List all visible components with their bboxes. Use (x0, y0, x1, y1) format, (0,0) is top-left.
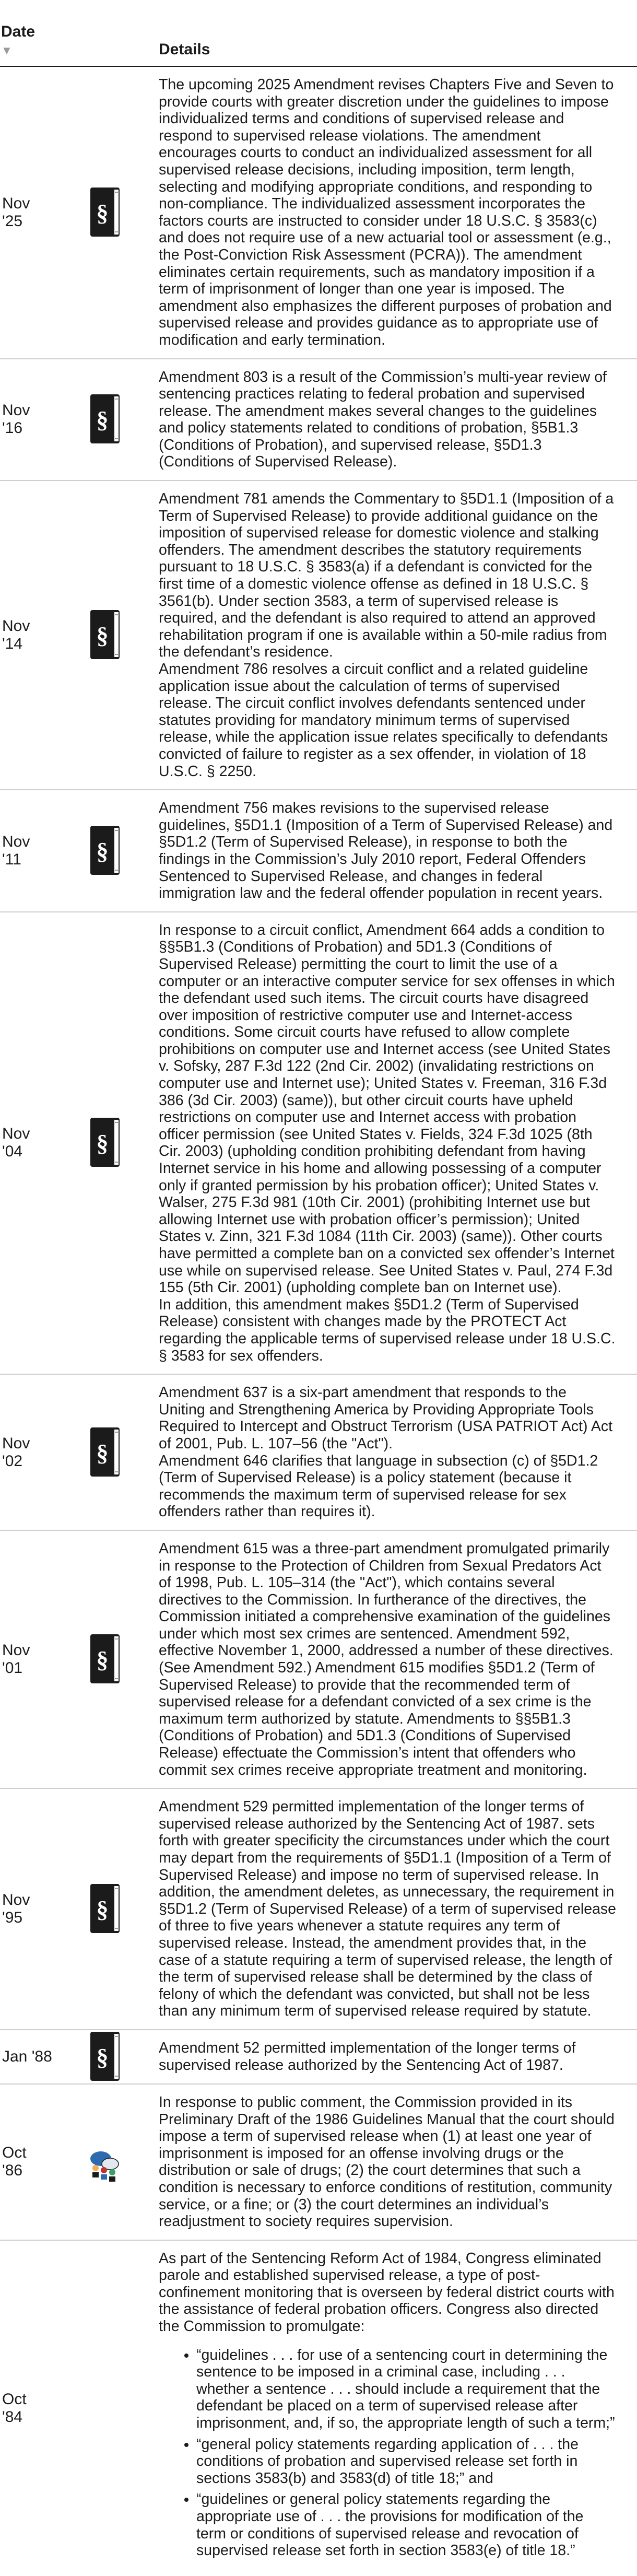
statute-book-icon (88, 609, 154, 661)
date-label: Nov '25 (2, 194, 30, 230)
details-paragraph: Amendment 756 makes revisions to the supervised release guidelines, §5D1.1 (Imposition of a Term of Supervised Release) and §5D1.2 (Term of Supervised Release), in response to both the findings in the Commission’s July 2010 report, Federal Offenders Sentenced to Supervised Release, and changes in federal immigration law and the federal offender population in recent years. (159, 800, 613, 902)
details-paragraph: Amendment 637 is a six-part amendment that responds to the Uniting and Strengthening America by Providing Appropriate Tools Required to Intercept and Obstruct Terrorism (USA PATRIOT Act) Act of 2001, Pub. L. 107–56 (the "Act"). (159, 1384, 613, 1452)
details-paragraph: Amendment 615 was a three-part amendment promulgated primarily in response to the Protection of Children from Sexual Predators Act of 1998, Pub. L. 105–314 (the "Act"), which contains several directives to the Commission. In furtherance of the directives, the Commission initiated a comprehensive examination of the guidelines under which most sex crimes are sentenced. Amendment 592, effective November 1, 2000, addressed a number of these directives. (See Amendment 592.) Amendment 615 modifies §5D1.2 (Term of Supervised Release) to provide that the recommended term of supervised release for a defendant convicted of a sex crime is the maximum term authorized by statute. Amendments to §§5B1.3 (Conditions of Probation) and 5D1.3 (Conditions of Supervised Release) effectuate the Commission’s intent that offenders who commit sex crimes receive appropriate treatment and monitoring. (159, 1540, 614, 1778)
date-label: Nov '95 (2, 1891, 30, 1927)
svg-text:§: § (96, 406, 109, 434)
row-details (155, 359, 637, 481)
row-date (0, 1374, 88, 1530)
table-row (0, 1374, 637, 1530)
row-date (0, 790, 88, 912)
row-icon-cell (88, 2030, 155, 2084)
date-label: Nov '01 (2, 1642, 30, 1677)
svg-text:§: § (96, 199, 109, 226)
table-row (0, 790, 637, 912)
public-comment-icon (88, 2136, 154, 2188)
row-icon-cell (88, 66, 155, 359)
date-label: Nov '16 (2, 402, 30, 437)
date-label: Nov '02 (2, 1434, 30, 1470)
row-icon-cell (88, 2240, 155, 2576)
directive-list (159, 2347, 616, 2559)
list-item: • “guidelines or general policy statements regarding the appropriate use of . . . the provisions for modification of the term or conditions of supervised release and revocation of supervised release set forth in section 3583(e) of title 18.” (196, 2491, 616, 2559)
row-details (155, 66, 637, 359)
row-date (0, 2084, 88, 2240)
table-row (0, 481, 637, 790)
svg-text:§: § (96, 1646, 109, 1673)
date-label: Nov '11 (2, 833, 30, 868)
statute-book-icon (88, 393, 154, 446)
table-header-row (0, 0, 637, 66)
details-paragraph: Amendment 786 resolves a circuit conflict and a related guideline application issue about the calculation of terms of supervised release. The circuit conflict involves defendants sentenced under statutes providing for mandatory minimum terms of supervised release, while the application issue relates specifically to defendants convicted of failure to register as a sex offender, in violation of 18 U.S.C. § 2250. (159, 661, 608, 780)
row-details (155, 1530, 637, 1788)
table-row (0, 2030, 637, 2084)
details-paragraph: Amendment 781 amends the Commentary to §5D1.1 (Imposition of a Term of Supervised Release) to provide additional guidance on the imposition of supervised release for domestic violence and stalking offenders. The amendment describes the statutory requirements pursuant to 18 U.S.C. § 3583(a) if a defendant is convicted for the first time of a domestic violence offense as defined in 18 U.S.C. § 3561(b). Under section 3583, a term of supervised release is required, and the defendant is also required to attend an approved rehabilitation program if one is available within a 50-mile radius from the defendant’s residence. (159, 490, 614, 661)
date-label: Nov '04 (2, 1125, 30, 1161)
date-header-label: Date (1, 23, 36, 40)
table-row (0, 66, 637, 359)
statute-book-icon (88, 186, 154, 239)
details-column-header (155, 0, 637, 66)
row-icon-cell (88, 1530, 155, 1788)
details-paragraph: Amendment 646 clarifies that language in subsection (c) of §5D1.2 (Term of Supervised Release) is a policy statement (because it recommends the maximum term of supervised release for sex offenders rather than requires it). (159, 1452, 598, 1520)
statute-book-icon (88, 1117, 154, 1169)
table-row (0, 1788, 637, 2030)
details-header-label: Details (159, 41, 210, 58)
row-details (155, 481, 637, 790)
details-paragraph: As part of the Sentencing Reform Act of 1984, Congress eliminated parole and established supervised release, a type of post-confinement monitoring that is overseen by federal district courts with the assistance of federal probation officers. Congress also directed the Commission to promulgate: (159, 2250, 615, 2335)
table-row (0, 2084, 637, 2240)
list-item: • “general policy statements regarding application of . . . the conditions of probation and supervised release set forth in sections 3583(b) and 3583(d) of title 18;” and (196, 2436, 616, 2487)
row-details (155, 1374, 637, 1530)
statute-book-icon (88, 825, 154, 877)
details-paragraph: In response to public comment, the Commission provided in its Preliminary Draft of the 1986 Guidelines Manual that the court should impose a term of supervised release when (1) at least one year of imprisonment is imposed for an offense involving drugs or the distribution or sale of drugs; (2) the court determines that such a condition is necessary to enforce conditions of restitution, community service, or a fine; or (3) the court determines an individual’s readjustment to society requires supervision. (159, 2093, 615, 2230)
table-row (0, 2240, 637, 2576)
row-details (155, 790, 637, 912)
date-label: Nov '14 (2, 617, 30, 653)
statute-book-icon (88, 1633, 154, 1685)
svg-text:§: § (96, 1896, 109, 1923)
statute-book-icon (88, 1883, 154, 1935)
row-details (155, 2240, 637, 2576)
row-icon-cell (88, 359, 155, 481)
row-icon-cell (88, 912, 155, 1374)
row-date (0, 2030, 88, 2084)
statute-book-icon (88, 1426, 154, 1479)
row-icon-cell (88, 481, 155, 790)
row-details (155, 912, 637, 1374)
row-date (0, 1530, 88, 1788)
sort-descending-icon[interactable]: ▼ (1, 44, 13, 57)
table-row (0, 359, 637, 481)
row-details (155, 1788, 637, 2030)
row-date (0, 2240, 88, 2576)
row-date (0, 1788, 88, 2030)
svg-text:§: § (96, 1130, 109, 1157)
details-paragraph: In addition, this amendment makes §5D1.2 (Term of Supervised Release) consistent with changes made by the PROTECT Act regarding the applicable terms of supervised release under 18 U.S.C. § 3583 for sex offenders. (159, 1296, 616, 1364)
row-icon-cell (88, 790, 155, 912)
details-paragraph: Amendment 803 is a result of the Commission’s multi-year review of sentencing practices relating to federal probation and supervised release. The amendment makes several changes to the guidelines and policy statements related to conditions of probation, §5B1.3 (Conditions of Probation), and supervised release, §5D1.3 (Conditions of Supervised Release). (159, 368, 607, 471)
date-label: Jan '88 (2, 2047, 52, 2065)
row-icon-cell (88, 1374, 155, 1530)
list-item: • “guidelines . . . for use of a sentencing court in determining the sentence to be imposed in a criminal case, including . . . whether a sentence . . . should include a requirement that the defendant be placed on a term of supervised release after imprisonment, and, if so, the appropriate length of such a term;” (196, 2347, 616, 2432)
svg-text:§: § (96, 1439, 109, 1466)
svg-text:§: § (96, 2043, 109, 2070)
details-paragraph: Amendment 529 permitted implementation of the longer terms of supervised release authorized by the Sentencing Act of 1987. sets forth with greater specificity the circumstances under which the court may depart from the requirements of §5D1.1 (Imposition of a Term of Supervised Release) and impose no term of supervised release. In addition, the amendment deletes, as unnecessary, the requirement in §5D1.2 (Term of Supervised Release) of a term of supervised release of three to five years whenever a statute requires any term of supervised release. Instead, the amendment provides that, in the case of a statute requiring a term of supervised release, the length of the term of supervised release shall be determined by the class of felony of which the defendant was convicted, but shall not be less than any minimum term of supervised release required by statute. (159, 1798, 616, 2020)
date-column-header[interactable] (0, 0, 88, 66)
row-details (155, 2084, 637, 2240)
details-paragraph: Amendment 52 permitted implementation of the longer terms of supervised release authorized by the Sentencing Act of 1987. (159, 2040, 576, 2074)
row-date (0, 912, 88, 1374)
details-paragraph: The upcoming 2025 Amendment revises Chapters Five and Seven to provide courts with greater discretion under the guidelines to impose individualized terms and conditions of supervised release and respond to supervised release violations. The amendment encourages courts to conduct an individualized assessment for all supervised release decisions, including imposition, term length, selecting and modifying appropriate conditions, and responding to non-compliance. The individualized assessment incorporates the factors courts are instructed to consider under 18 U.S.C. § 3583(c) and does not require use of a new actuarial tool or assessment (e.g., the Post-Conviction Risk Assessment (PCRA)). The amendment eliminates certain requirements, such as mandatory imposition if a term of imprisonment of longer than one year is imposed. The amendment also emphasizes the different purposes of probation and supervised release and provides guidance as to appropriate use of modification and early termination. (159, 76, 614, 348)
row-date (0, 481, 88, 790)
icon-column-header (88, 0, 155, 66)
statute-book-icon (88, 2031, 154, 2083)
svg-text:§: § (96, 622, 109, 649)
date-label: Oct '84 (2, 2390, 27, 2426)
svg-text:§: § (96, 837, 109, 864)
row-details (155, 2030, 637, 2084)
row-date (0, 66, 88, 359)
table-body (0, 66, 637, 2576)
row-icon-cell (88, 1788, 155, 2030)
table-row (0, 912, 637, 1374)
table-row (0, 1530, 637, 1788)
details-paragraph: In response to a circuit conflict, Amendment 664 adds a condition to §§5B1.3 (Conditions of Probation) and 5D1.3 (Conditions of Supervised Release) permitting the court to limit the use of a computer or an interactive computer service for sex offenses in which the defendant used such items. The circuit courts have disagreed over imposition of restrictive computer use and Internet-access conditions. Some circuit courts have refused to allow complete prohibitions on computer use and Internet access (see United States v. Sofsky, 287 F.3d 122 (2nd Cir. 2002) (invalidating restrictions on computer use and Internet use); United States v. Freeman, 316 F.3d 386 (3d Cir. 2003) (same)), but other circuit courts have upheld restrictions on computer use and Internet access with probation officer permission (see United States v. Fields, 324 F.3d 1025 (8th Cir. 2003) (upholding condition prohibiting defendant from having Internet service in his home and allowing possessing of a computer only if granted permission by his probation officer); United States v. Walser, 275 F.3d 981 (10th Cir. 2001) (prohibiting Internet use but allowing Internet use with probation officer’s permission); United States v. Zinn, 321 F.3d 1084 (11th Cir. 2003) (same)). Other courts have permitted a complete ban on a convicted sex offender’s Internet use while on supervised release. See United States v. Paul, 274 F.3d 155 (5th Cir. 2001) (upholding complete ban on Internet use). (159, 921, 615, 1296)
row-date (0, 359, 88, 481)
date-label: Oct '86 (2, 2144, 27, 2180)
row-icon-cell (88, 2084, 155, 2240)
